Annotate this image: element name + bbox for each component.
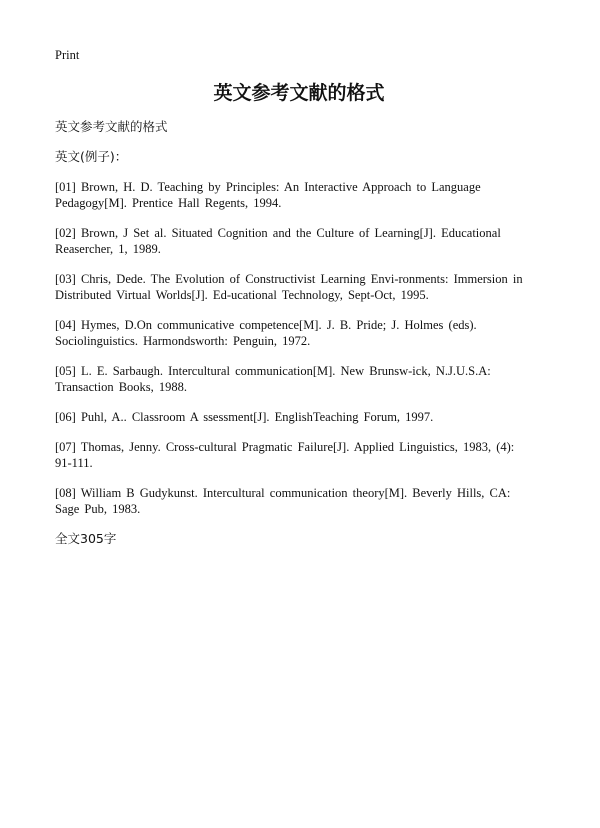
reference-line: Pedagogy[M]. Prentice Hall Regents, 1994. [55, 196, 282, 210]
reference-line: [02] Brown, J Set al. Situated Cognition and the Culture of Learning[J]. Educational [55, 226, 501, 240]
subtitle: 英文参考文献的格式 [55, 119, 168, 134]
reference-line: [06] Puhl, A.. Classroom A ssessment[J]. EnglishTeaching Forum, 1997. [55, 410, 434, 424]
reference-line: [08] William B Gudykunst. Intercultural communication theory[M]. Beverly Hills, CA: [55, 486, 511, 500]
reference-item [55, 439, 543, 471]
reference-item [55, 271, 543, 303]
page-title: 英文参考文献的格式 [213, 82, 385, 104]
reference-line: [01] Brown, H. D. Teaching by Principles: An Interactive Approach to Language [55, 180, 481, 194]
reference-line: Transaction Books, 1988. [55, 380, 188, 394]
reference-item [55, 363, 543, 395]
print-link[interactable]: Print [55, 48, 80, 62]
reference-line: [05] L. E. Sarbaugh. Intercultural communication[M]. New Brunsw-ick, N.J.U.S.A: [55, 364, 491, 378]
reference-line: Sociolinguistics. Harmondsworth: Penguin, 1972. [55, 334, 311, 348]
reference-line: Sage Pub, 1983. [55, 502, 141, 516]
reference-line: Distributed Virtual Worlds[J]. Ed-ucational Technology, Sept-Oct, 1995. [55, 288, 429, 302]
word-count: 全文305字 [55, 531, 117, 546]
reference-line: 91-111. [55, 456, 93, 470]
example-label: 英文(例子)： [55, 149, 128, 164]
reference-item [55, 485, 543, 517]
reference-line: [03] Chris, Dede. The Evolution of Constructivist Learning Envi-ronments: Immersion in [55, 272, 523, 286]
reference-item [55, 409, 543, 425]
reference-line: Reasercher, 1, 1989. [55, 242, 161, 256]
reference-item [55, 179, 543, 211]
reference-item [55, 317, 543, 349]
reference-list [55, 179, 543, 517]
reference-line: [07] Thomas, Jenny. Cross-cultural Pragmatic Failure[J]. Applied Linguistics, 1983, (4): [55, 440, 515, 454]
reference-item [55, 225, 543, 257]
document-page [55, 47, 543, 547]
reference-line: [04] Hymes, D.On communicative competence[M]. J. B. Pride; J. Holmes (eds). [55, 318, 477, 332]
